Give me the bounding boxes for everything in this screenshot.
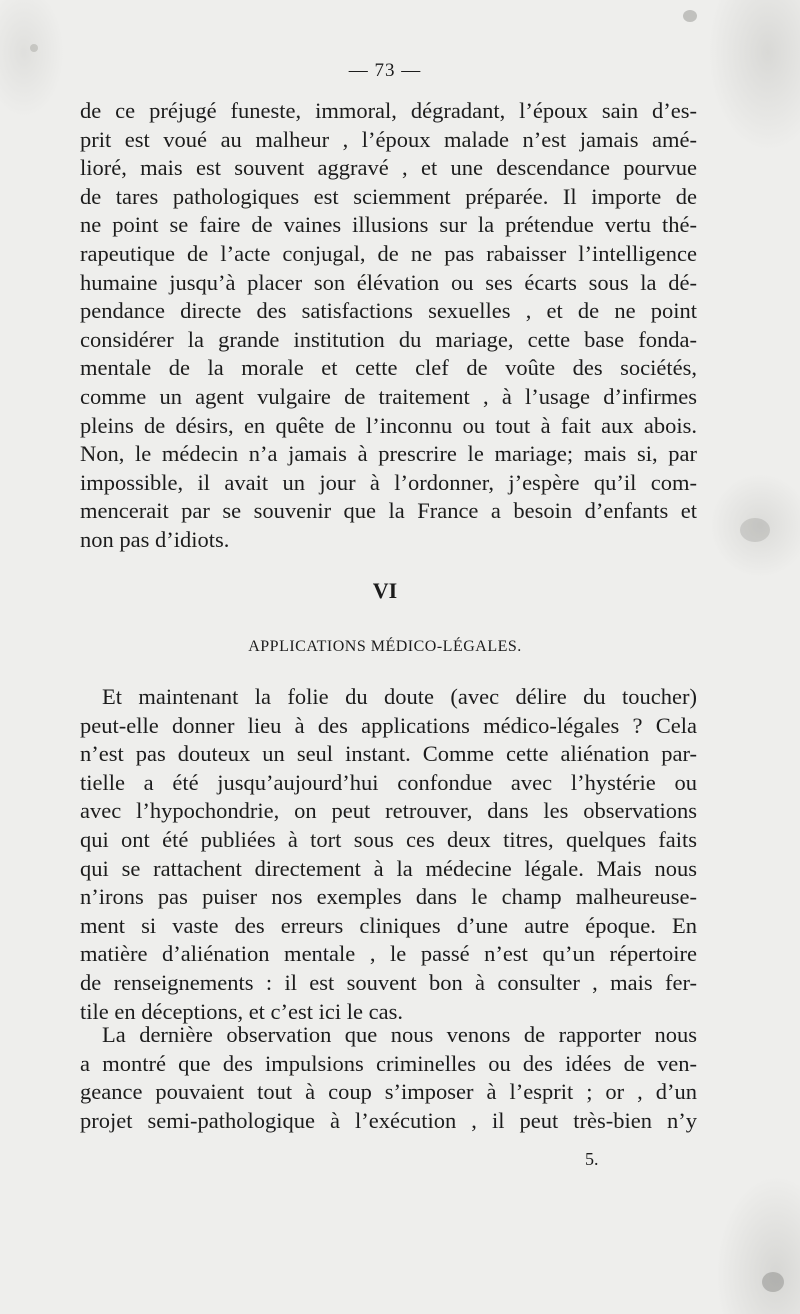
text-line: lioré, mais est souvent aggravé , et une descendance pourvue: [80, 155, 697, 181]
paragraph-2: [80, 683, 697, 1026]
text-line: pleins de désirs, en quête de l’inconnu ou tout à fait aux abois.: [80, 412, 697, 438]
text-line: de renseignements : il est souvent bon à consulter , mais fer-: [80, 969, 697, 995]
text-line: tielle a été jusqu’aujourd’hui confondue avec l’hystérie ou: [80, 769, 697, 795]
text-line: geance pouvaient tout à coup s’imposer à l’esprit ; or , d’un: [80, 1079, 697, 1105]
text-line: ne point se faire de vaines illusions sur la prétendue vertu thé-: [80, 212, 697, 238]
text-line: n’irons pas puiser nos exemples dans le champ malheureuse-: [80, 884, 697, 910]
text-line: n’est pas douteux un seul instant. Comme cette aliénation par-: [80, 741, 697, 767]
foxing-spot: [30, 44, 38, 52]
text-line: humaine jusqu’à placer son élévation ou ses écarts sous la dé-: [80, 269, 697, 295]
text-line: a montré que des impulsions criminelles ou des idées de ven-: [80, 1050, 697, 1076]
text-line: impossible, il avait un jour à l’ordonner, j’espère qu’il com-: [80, 469, 697, 495]
text-line: rapeutique de l’acte conjugal, de ne pas rabaisser l’intelligence: [80, 240, 697, 266]
text-line: mentale de la morale et cette clef de voûte des sociétés,: [80, 355, 697, 381]
text-line: qui ont été publiées à tort sous ces deux titres, quelques faits: [80, 826, 697, 852]
foxing-spot: [740, 518, 770, 542]
text-line: pendance directe des satisfactions sexuelles , et de ne point: [80, 298, 697, 324]
text-line: mencerait par se souvenir que la France a besoin d’enfants et: [80, 498, 697, 524]
text-line: comme un agent vulgaire de traitement , à l’usage d’infirmes: [80, 383, 697, 409]
paragraph-1: [80, 97, 697, 555]
section-numeral: VI: [372, 578, 398, 603]
signature-mark: 5.: [585, 1149, 599, 1169]
foxing-spot: [683, 10, 697, 22]
text-line: qui se rattachent directement à la médecine légale. Mais nous: [80, 855, 697, 881]
text-line: de ce préjugé funeste, immoral, dégradant, l’époux sain d’es-: [80, 98, 697, 123]
text-line: de tares pathologiques est sciemment préparée. Il importe de: [80, 183, 697, 209]
text-line: ment si vaste des erreurs cliniques d’une autre époque. En: [80, 912, 697, 938]
text-line: avec l’hypochondrie, on peut retrouver, dans les observations: [80, 798, 697, 824]
paragraph-3: [80, 1021, 697, 1135]
foxing-spot: [762, 1272, 784, 1292]
text-line: projet semi-pathologique à l’exécution , il peut très-bien n’y: [80, 1107, 697, 1133]
text-line: tile en déceptions, et c’est ici le cas.: [80, 998, 403, 1024]
text-line: peut-elle donner lieu à des applications médico-légales ? Cela: [80, 712, 697, 738]
section-title: APPLICATIONS MÉDICO-LÉGALES.: [248, 638, 522, 655]
text-line: prit est voué au malheur , l’époux malade n’est jamais amé-: [80, 126, 697, 152]
text-line: Et maintenant la folie du doute (avec délire du toucher): [102, 684, 697, 709]
text-line: Non, le médecin n’a jamais à prescrire le mariage; mais si, par: [80, 441, 697, 467]
text-line: considérer la grande institution du mariage, cette base fonda-: [80, 326, 697, 352]
text-line: non pas d’idiots.: [80, 526, 230, 552]
text-line: La dernière observation que nous venons de rapporter nous: [102, 1022, 697, 1047]
page-number: — 73 —: [348, 60, 422, 81]
text-line: matière d’aliénation mentale , le passé n’est qu’un répertoire: [80, 941, 697, 967]
